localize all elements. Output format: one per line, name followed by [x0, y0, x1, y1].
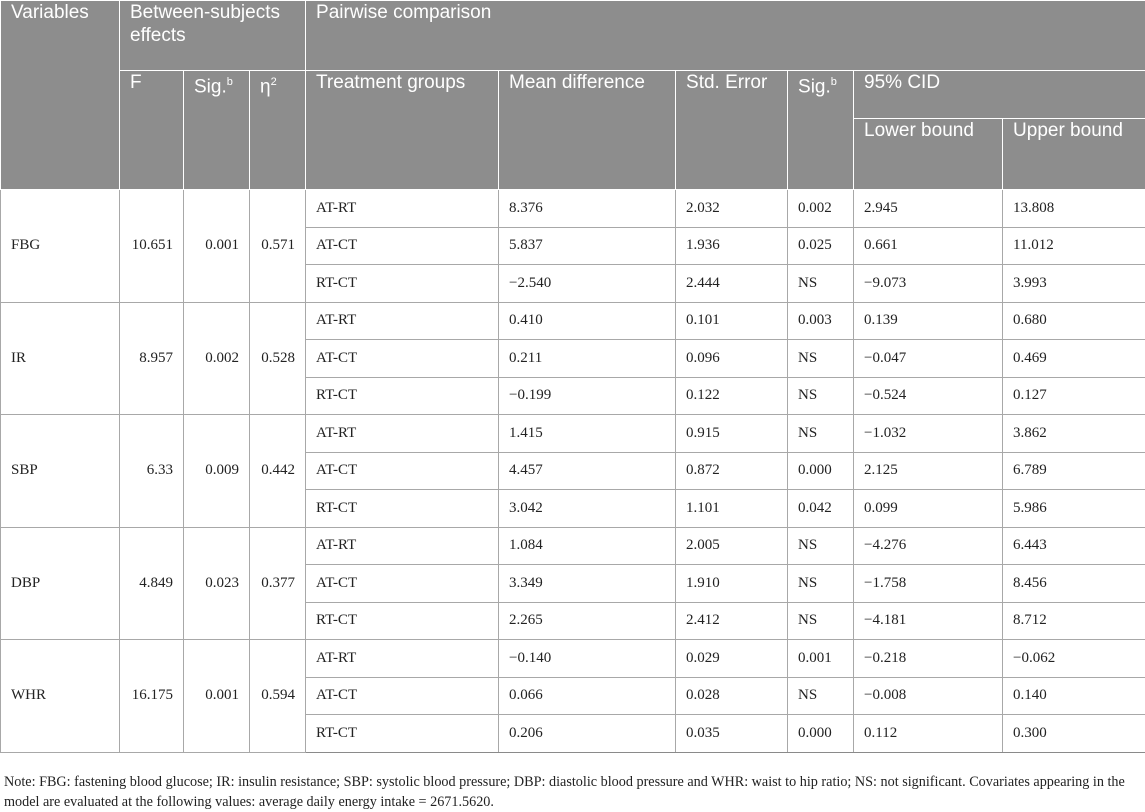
- variable-cell: IR: [1, 302, 120, 415]
- header-lower-bound: Lower bound: [854, 119, 1003, 190]
- upper-bound-cell: 11.012: [1003, 227, 1145, 265]
- treatment-group-cell: RT-CT: [306, 377, 499, 415]
- mean-difference-cell: 0.206: [499, 715, 676, 753]
- sig-value-cell: 0.009: [184, 415, 250, 528]
- std-error-cell: 2.412: [676, 602, 788, 640]
- table-row: [1, 302, 1145, 340]
- treatment-group-cell: RT-CT: [306, 715, 499, 753]
- treatment-group-cell: RT-CT: [306, 602, 499, 640]
- variable-cell: SBP: [1, 415, 120, 528]
- treatment-group-cell: AT-CT: [306, 452, 499, 490]
- table-row: [1, 415, 1145, 453]
- header-std-error: Std. Error: [676, 71, 788, 190]
- treatment-group-cell: RT-CT: [306, 265, 499, 303]
- upper-bound-cell: 3.993: [1003, 265, 1145, 303]
- lower-bound-cell: 0.112: [854, 715, 1003, 753]
- f-value-cell: 8.957: [120, 302, 184, 415]
- upper-bound-cell: −0.062: [1003, 640, 1145, 678]
- lower-bound-cell: −4.276: [854, 527, 1003, 565]
- eta-squared-cell: 0.571: [250, 190, 306, 303]
- upper-bound-cell: 0.140: [1003, 677, 1145, 715]
- std-error-cell: 1.936: [676, 227, 788, 265]
- treatment-group-cell: AT-RT: [306, 527, 499, 565]
- upper-bound-cell: 6.789: [1003, 452, 1145, 490]
- std-error-cell: 0.101: [676, 302, 788, 340]
- lower-bound-cell: −4.181: [854, 602, 1003, 640]
- table-row: [1, 640, 1145, 678]
- header-treatment-groups: Treatment groups: [306, 71, 499, 190]
- header-pairwise-comparison: Pairwise comparison: [306, 1, 1145, 71]
- treatment-group-cell: AT-RT: [306, 415, 499, 453]
- mean-difference-cell: 3.349: [499, 565, 676, 603]
- upper-bound-cell: 5.986: [1003, 490, 1145, 528]
- sig-value-cell: 0.002: [184, 302, 250, 415]
- mean-difference-cell: 8.376: [499, 190, 676, 228]
- std-error-cell: 1.910: [676, 565, 788, 603]
- mean-difference-cell: 5.837: [499, 227, 676, 265]
- pairwise-sig-cell: NS: [788, 565, 854, 603]
- lower-bound-cell: −0.008: [854, 677, 1003, 715]
- eta-squared-cell: 0.528: [250, 302, 306, 415]
- std-error-cell: 2.444: [676, 265, 788, 303]
- upper-bound-cell: 0.300: [1003, 715, 1145, 753]
- f-value-cell: 6.33: [120, 415, 184, 528]
- mean-difference-cell: 4.457: [499, 452, 676, 490]
- mean-difference-cell: 1.415: [499, 415, 676, 453]
- upper-bound-cell: 0.680: [1003, 302, 1145, 340]
- table-note: Note: FBG: fastening blood glucose; IR: insulin resistance; SBP: systolic blood pressure; DBP: diastolic blood pressure and WHR: waist to hip ratio; NS: not significant. Covariates appearing in the model are evaluated at the following values: average daily energy intake = 2671.5620.: [4, 774, 1125, 810]
- upper-bound-cell: 6.443: [1003, 527, 1145, 565]
- upper-bound-cell: 0.127: [1003, 377, 1145, 415]
- upper-bound-cell: 8.456: [1003, 565, 1145, 603]
- mean-difference-cell: −0.199: [499, 377, 676, 415]
- mean-difference-cell: −2.540: [499, 265, 676, 303]
- mean-difference-cell: 0.211: [499, 340, 676, 378]
- treatment-group-cell: AT-CT: [306, 340, 499, 378]
- mean-difference-cell: 0.066: [499, 677, 676, 715]
- f-value-cell: 16.175: [120, 640, 184, 753]
- lower-bound-cell: 0.139: [854, 302, 1003, 340]
- header-sig: Sig.$^b$: [184, 71, 250, 190]
- pairwise-sig-cell: 0.042: [788, 490, 854, 528]
- header-cid: 95% CID: [854, 71, 1145, 119]
- std-error-cell: 0.029: [676, 640, 788, 678]
- header-eta-squared: $\eta^2$: [250, 71, 306, 190]
- upper-bound-cell: 13.808: [1003, 190, 1145, 228]
- pairwise-sig-cell: 0.003: [788, 302, 854, 340]
- table-body: [1, 190, 1145, 753]
- lower-bound-cell: −0.524: [854, 377, 1003, 415]
- sig-value-cell: 0.001: [184, 190, 250, 303]
- table-row: [1, 527, 1145, 565]
- upper-bound-cell: 3.862: [1003, 415, 1145, 453]
- pairwise-sig-cell: NS: [788, 527, 854, 565]
- header-between-subjects: Between-subjects effects: [120, 1, 306, 71]
- pairwise-sig-cell: NS: [788, 265, 854, 303]
- f-value-cell: 10.651: [120, 190, 184, 303]
- f-value-cell: 4.849: [120, 527, 184, 640]
- std-error-cell: 0.872: [676, 452, 788, 490]
- lower-bound-cell: −1.758: [854, 565, 1003, 603]
- variable-cell: WHR: [1, 640, 120, 753]
- variable-cell: DBP: [1, 527, 120, 640]
- sig-value-cell: 0.023: [184, 527, 250, 640]
- std-error-cell: 2.005: [676, 527, 788, 565]
- mean-difference-cell: 0.410: [499, 302, 676, 340]
- pairwise-sig-cell: 0.002: [788, 190, 854, 228]
- lower-bound-cell: −0.218: [854, 640, 1003, 678]
- treatment-group-cell: AT-RT: [306, 640, 499, 678]
- std-error-cell: 0.096: [676, 340, 788, 378]
- lower-bound-cell: 0.099: [854, 490, 1003, 528]
- pairwise-sig-cell: 0.000: [788, 715, 854, 753]
- treatment-group-cell: AT-CT: [306, 677, 499, 715]
- std-error-cell: 1.101: [676, 490, 788, 528]
- treatment-group-cell: AT-RT: [306, 302, 499, 340]
- pairwise-sig-cell: NS: [788, 377, 854, 415]
- lower-bound-cell: −0.047: [854, 340, 1003, 378]
- header-variables: Variables: [1, 1, 120, 190]
- header-f: F: [120, 71, 184, 190]
- treatment-group-cell: AT-CT: [306, 565, 499, 603]
- header-upper-bound: Upper bound: [1003, 119, 1145, 190]
- pairwise-sig-cell: 0.000: [788, 452, 854, 490]
- treatment-group-cell: RT-CT: [306, 490, 499, 528]
- table-row: [1, 190, 1145, 228]
- std-error-cell: 0.122: [676, 377, 788, 415]
- lower-bound-cell: −1.032: [854, 415, 1003, 453]
- std-error-cell: 2.032: [676, 190, 788, 228]
- pairwise-sig-cell: NS: [788, 602, 854, 640]
- std-error-cell: 0.915: [676, 415, 788, 453]
- mean-difference-cell: 1.084: [499, 527, 676, 565]
- lower-bound-cell: −9.073: [854, 265, 1003, 303]
- mean-difference-cell: 2.265: [499, 602, 676, 640]
- treatment-group-cell: AT-CT: [306, 227, 499, 265]
- upper-bound-cell: 8.712: [1003, 602, 1145, 640]
- header-pairwise-sig: Sig.$^b$: [788, 71, 854, 190]
- std-error-cell: 0.035: [676, 715, 788, 753]
- eta-squared-cell: 0.377: [250, 527, 306, 640]
- header-mean-difference: Mean difference: [499, 71, 676, 190]
- eta-squared-cell: 0.594: [250, 640, 306, 753]
- eta-squared-cell: 0.442: [250, 415, 306, 528]
- variable-cell: FBG: [1, 190, 120, 303]
- lower-bound-cell: 0.661: [854, 227, 1003, 265]
- lower-bound-cell: 2.125: [854, 452, 1003, 490]
- treatment-group-cell: AT-RT: [306, 190, 499, 228]
- pairwise-sig-cell: NS: [788, 340, 854, 378]
- pairwise-sig-cell: 0.001: [788, 640, 854, 678]
- upper-bound-cell: 0.469: [1003, 340, 1145, 378]
- pairwise-sig-cell: NS: [788, 415, 854, 453]
- pairwise-sig-cell: 0.025: [788, 227, 854, 265]
- std-error-cell: 0.028: [676, 677, 788, 715]
- sig-value-cell: 0.001: [184, 640, 250, 753]
- mean-difference-cell: −0.140: [499, 640, 676, 678]
- lower-bound-cell: 2.945: [854, 190, 1003, 228]
- pairwise-sig-cell: NS: [788, 677, 854, 715]
- mean-difference-cell: 3.042: [499, 490, 676, 528]
